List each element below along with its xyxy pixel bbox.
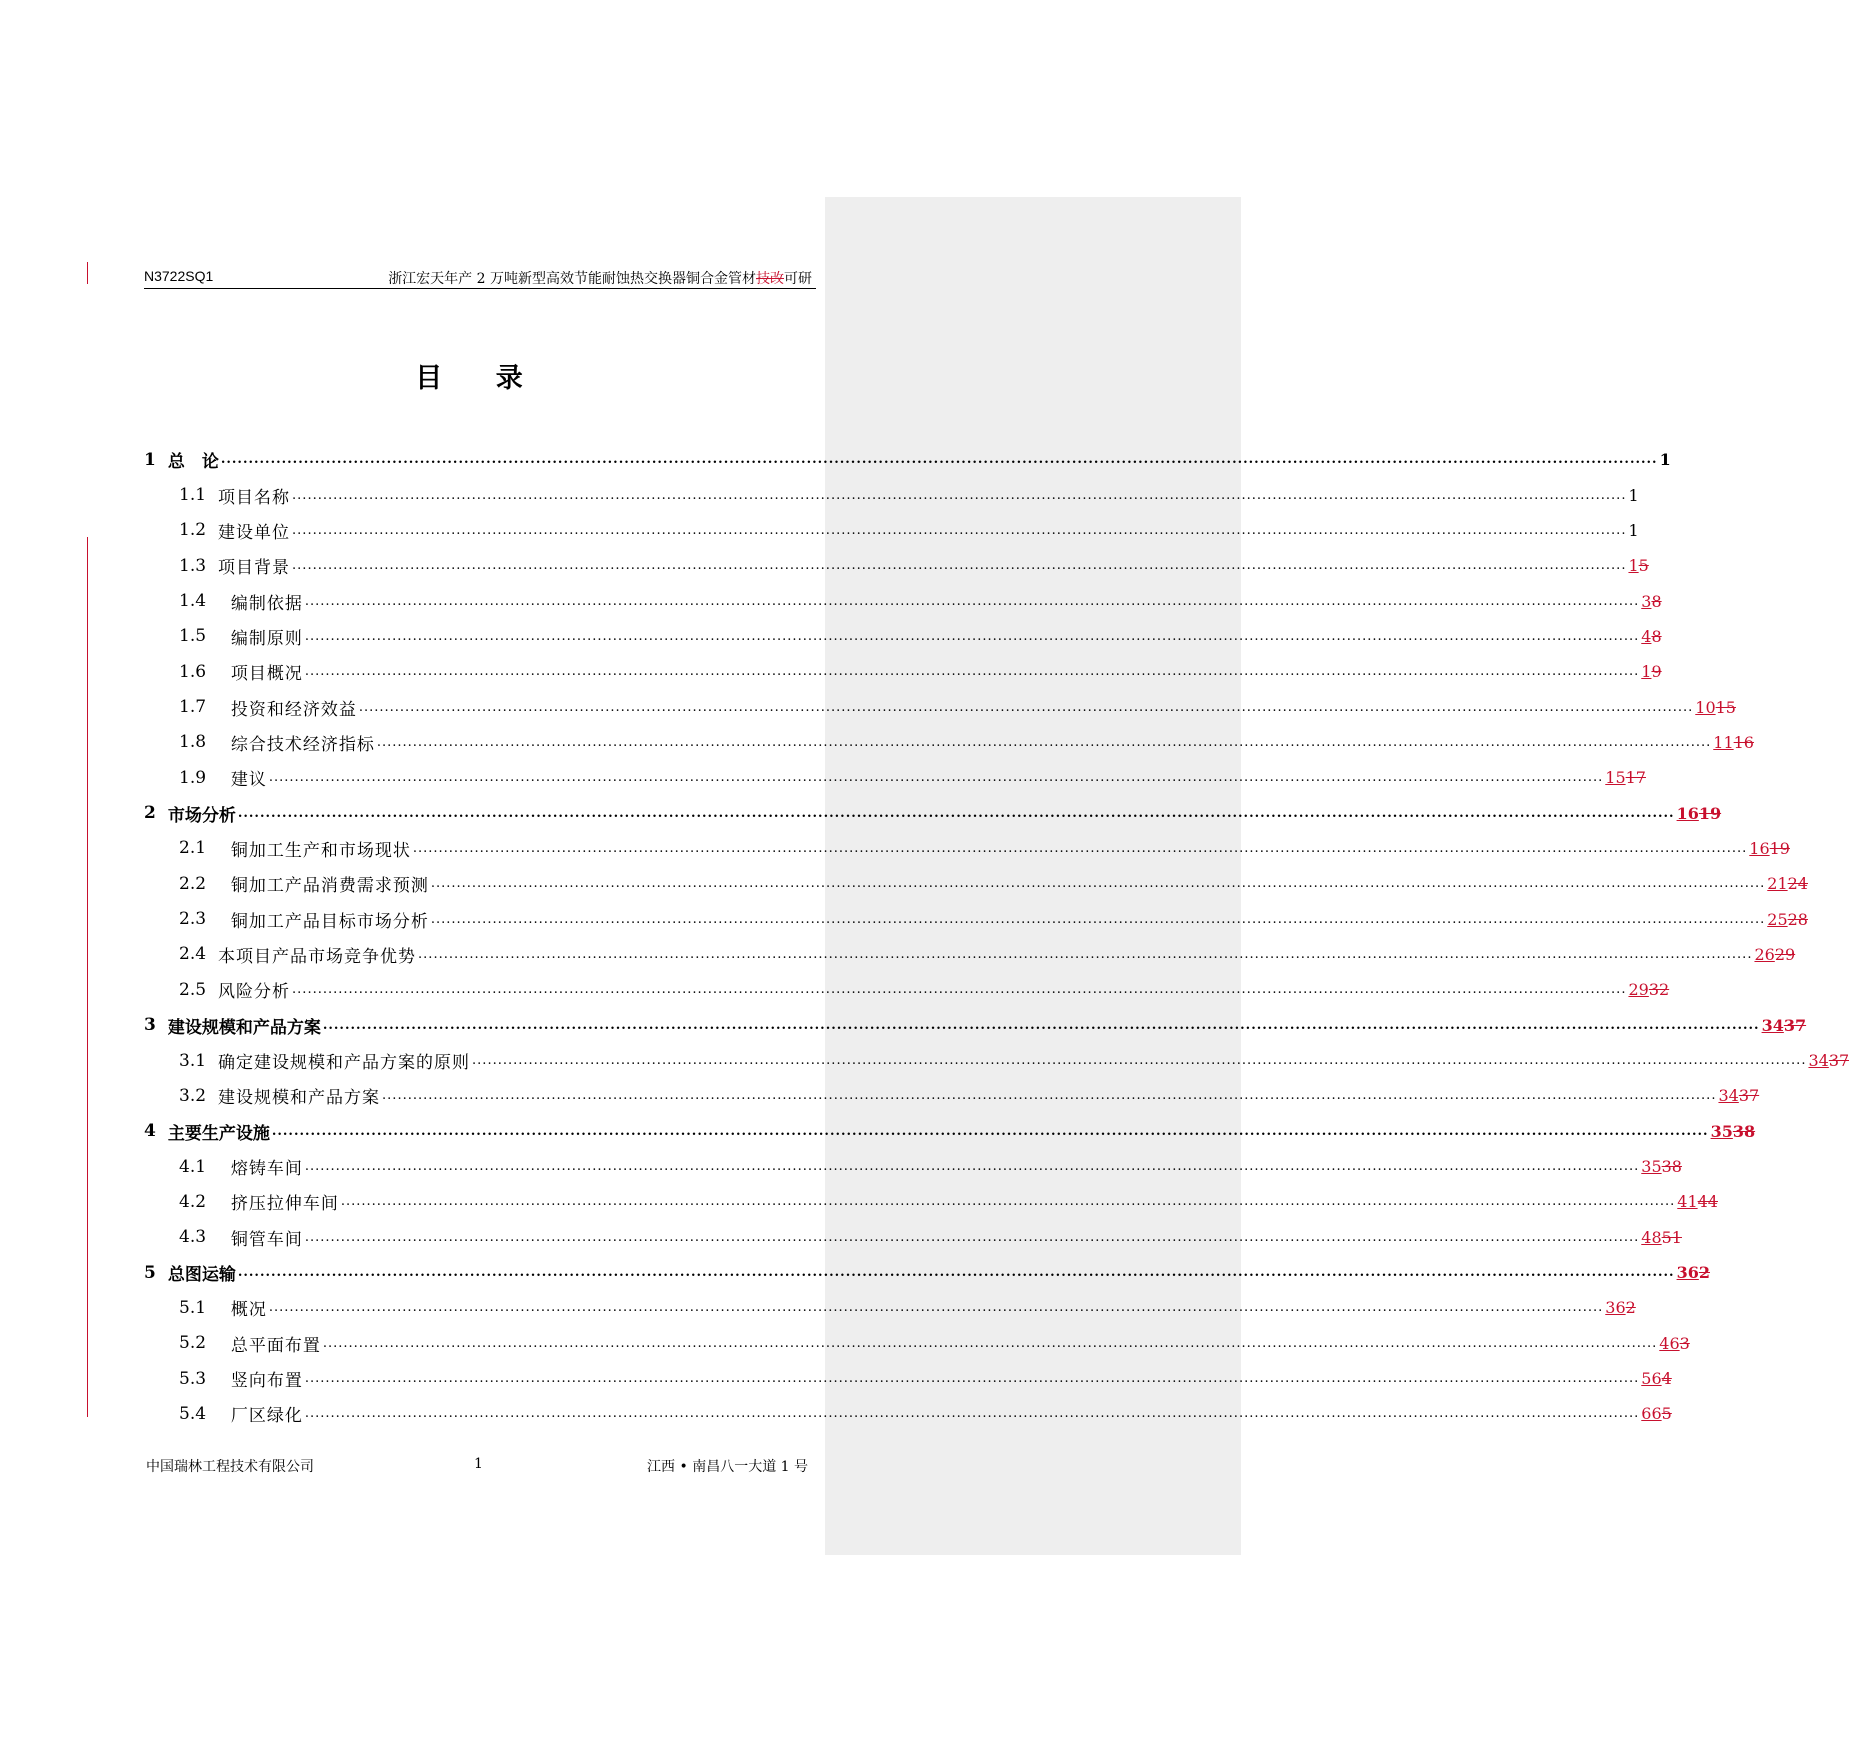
toc-page-deleted: 4 — [1661, 1369, 1672, 1389]
toc-page-deleted: 51 — [1661, 1227, 1682, 1247]
toc-section[interactable] — [144, 477, 1639, 512]
toc-page-deleted: 32 — [1648, 980, 1670, 1000]
toc-leader: .................................................................................................................................................................................................................................................................... — [304, 628, 1640, 644]
toc-page — [1641, 592, 1661, 611]
toc-label: 项目概况 — [218, 664, 303, 685]
toc-leader: .................................................................................................................................................................................................................................................................... — [304, 593, 1640, 609]
toc-page — [1677, 1192, 1718, 1211]
toc-page-deleted: 16 — [1733, 732, 1754, 752]
document-title-main: 浙江宏天年产 2 万吨新型高效节能耐蚀热交换器铜合金管材 — [388, 271, 756, 287]
toc-page — [1767, 874, 1808, 893]
toc-page-number: 1 — [1659, 450, 1671, 470]
toc-page — [1711, 1122, 1756, 1141]
toc-chapter[interactable] — [144, 1255, 1710, 1290]
toc-page-deleted: 38 — [1661, 1157, 1682, 1177]
toc-section[interactable] — [144, 901, 1808, 936]
toc-page-number: 1 — [1628, 520, 1639, 540]
toc-page — [1628, 521, 1638, 540]
toc-page-deleted: 17 — [1625, 768, 1646, 788]
toc-page-inserted: 4 — [1641, 626, 1652, 646]
toc-section[interactable] — [144, 548, 1649, 583]
toc-page-deleted: 28 — [1787, 909, 1808, 929]
toc-label: 总平面布置 — [218, 1335, 321, 1356]
document-title-deleted: 技改 — [756, 271, 784, 287]
toc-section[interactable] — [144, 1220, 1682, 1255]
toc-page-deleted: 2 — [1698, 1263, 1710, 1283]
toc-page-inserted: 36 — [1676, 1263, 1699, 1283]
toc-page-inserted: 16 — [1749, 838, 1770, 858]
toc-page-deleted: 44 — [1697, 1192, 1718, 1212]
toc-number: 4.2 — [179, 1191, 207, 1212]
toc-leader: .................................................................................................................................................................................................................................................................... — [304, 664, 1640, 680]
page-header — [144, 266, 816, 289]
toc-label: 竖向布置 — [218, 1371, 303, 1392]
toc-section[interactable] — [144, 1326, 1690, 1361]
toc-page — [1628, 556, 1648, 575]
toc-section[interactable] — [144, 1149, 1682, 1184]
toc-page — [1808, 1051, 1849, 1070]
toc-section[interactable] — [144, 866, 1808, 901]
toc-label: 综合技术经济指标 — [218, 734, 375, 755]
toc-leader: .................................................................................................................................................................................................................................................................... — [412, 840, 1748, 856]
toc-page — [1749, 839, 1790, 858]
toc-page — [1659, 1334, 1690, 1353]
toc-page-deleted: 3 — [1679, 1333, 1690, 1353]
toc-number: 5 — [144, 1262, 156, 1283]
toc-label: 熔铸车间 — [218, 1159, 303, 1180]
toc-page-deleted: 37 — [1828, 1051, 1849, 1071]
toc-number: 1.5 — [179, 626, 207, 647]
toc-leader: .................................................................................................................................................................................................................................................................... — [322, 1017, 1760, 1033]
toc-section[interactable] — [144, 760, 1646, 795]
toc-leader: .................................................................................................................................................................................................................................................................... — [472, 1053, 1807, 1069]
toc-number: 1 — [144, 449, 156, 470]
toc-number: 1.7 — [179, 697, 207, 718]
toc-section[interactable] — [144, 937, 1796, 972]
toc-page-inserted: 1 — [1641, 662, 1652, 682]
toc-label: 项目背景 — [218, 558, 291, 579]
toc-leader: .................................................................................................................................................................................................................................................................... — [358, 699, 1694, 715]
toc-page-inserted: 26 — [1754, 944, 1775, 964]
toc-page — [1641, 662, 1661, 681]
toc-page-deleted: 38 — [1732, 1121, 1756, 1141]
toc-page — [1660, 450, 1671, 469]
toc-leader: .................................................................................................................................................................................................................................................................... — [237, 1265, 1675, 1281]
toc-section[interactable] — [144, 1396, 1672, 1431]
toc-number: 3.2 — [179, 1085, 207, 1106]
toc-page-deleted: 19 — [1698, 803, 1722, 823]
toc-page — [1641, 627, 1661, 646]
toc-page-inserted: 34 — [1808, 1051, 1829, 1071]
toc-page — [1713, 733, 1754, 752]
document-code: N3722SQ1 — [144, 268, 214, 284]
toc-page — [1762, 1016, 1807, 1035]
toc-page — [1605, 768, 1646, 787]
toc-label: 编制原则 — [218, 628, 303, 649]
toc-page-deleted: 5 — [1661, 1404, 1672, 1424]
toc-page — [1754, 945, 1795, 964]
toc-page — [1641, 1228, 1682, 1247]
change-bar-header — [87, 262, 88, 284]
toc-page-inserted: 34 — [1761, 1015, 1784, 1035]
toc-chapter[interactable] — [144, 1008, 1807, 1043]
toc-chapter[interactable] — [144, 795, 1722, 830]
toc-label: 厂区绿化 — [218, 1406, 303, 1427]
toc-label: 总图运输 — [167, 1265, 236, 1286]
toc-page-inserted: 15 — [1605, 768, 1626, 788]
toc-leader: .................................................................................................................................................................................................................................................................... — [430, 876, 1766, 892]
toc-page-deleted: 19 — [1769, 838, 1790, 858]
toc-page-inserted: 36 — [1605, 1298, 1626, 1318]
toc-page — [1641, 1369, 1672, 1388]
toc-number: 5.3 — [179, 1368, 207, 1389]
toc-number: 2.4 — [179, 944, 207, 965]
toc-page — [1628, 486, 1638, 505]
toc-label: 项目名称 — [218, 487, 291, 508]
toc-number: 5.1 — [179, 1297, 207, 1318]
table-of-contents — [144, 442, 1849, 1432]
toc-number: 2 — [144, 803, 156, 824]
toc-chapter[interactable] — [144, 1114, 1756, 1149]
toc-label: 市场分析 — [167, 805, 236, 826]
toc-leader: .................................................................................................................................................................................................................................................................... — [340, 1194, 1676, 1210]
toc-section[interactable] — [144, 1078, 1760, 1113]
toc-label: 建议 — [218, 770, 267, 791]
toc-leader: .................................................................................................................................................................................................................................................................... — [322, 1335, 1658, 1351]
toc-leader: .................................................................................................................................................................................................................................................................... — [382, 1088, 1717, 1104]
toc-number: 2.3 — [179, 909, 207, 930]
toc-page-inserted: 16 — [1676, 803, 1699, 823]
toc-page — [1718, 1086, 1759, 1105]
toc-section[interactable] — [144, 513, 1639, 548]
toc-leader: .................................................................................................................................................................................................................................................................... — [292, 487, 1627, 503]
toc-leader: .................................................................................................................................................................................................................................................................... — [292, 522, 1627, 538]
toc-section[interactable] — [144, 725, 1754, 760]
toc-page-deleted: 5 — [1638, 556, 1649, 576]
toc-leader: .................................................................................................................................................................................................................................................................... — [418, 946, 1753, 962]
toc-number: 1.4 — [179, 591, 207, 612]
toc-number: 3 — [144, 1015, 156, 1036]
toc-page-deleted: 15 — [1715, 697, 1736, 717]
toc-section[interactable] — [144, 1290, 1636, 1325]
toc-page-deleted: 8 — [1651, 591, 1662, 611]
toc-label: 编制依据 — [218, 593, 303, 614]
toc-number: 4.1 — [179, 1156, 207, 1177]
toc-leader: .................................................................................................................................................................................................................................................................... — [268, 770, 1604, 786]
toc-page-inserted: 48 — [1641, 1227, 1662, 1247]
toc-page — [1641, 1404, 1672, 1423]
toc-page — [1677, 804, 1722, 823]
toc-number: 5.2 — [179, 1333, 207, 1354]
toc-page-deleted: 37 — [1783, 1015, 1807, 1035]
toc-number: 1.8 — [179, 732, 207, 753]
toc-page-inserted: 21 — [1767, 874, 1788, 894]
toc-page-deleted: 24 — [1787, 874, 1808, 894]
toc-label: 建设规模和产品方案 — [218, 1088, 381, 1109]
footer-page-number: 1 — [474, 1456, 483, 1472]
toc-leader: .................................................................................................................................................................................................................................................................... — [430, 911, 1766, 927]
toc-label: 风险分析 — [218, 982, 291, 1003]
toc-label: 本项目产品市场竞争优势 — [218, 946, 417, 967]
toc-label: 建设单位 — [218, 522, 291, 543]
toc-label: 总 论 — [167, 452, 219, 473]
toc-page — [1695, 698, 1736, 717]
toc-page-inserted: 41 — [1677, 1192, 1698, 1212]
toc-number: 1.9 — [179, 767, 207, 788]
toc-leader: .................................................................................................................................................................................................................................................................... — [304, 1406, 1640, 1422]
toc-number: 2.1 — [179, 838, 207, 859]
toc-label: 建设规模和产品方案 — [167, 1017, 321, 1038]
toc-leader: .................................................................................................................................................................................................................................................................... — [292, 982, 1627, 998]
toc-leader: .................................................................................................................................................................................................................................................................... — [304, 1371, 1640, 1387]
toc-title: 目 录 — [415, 363, 545, 394]
toc-page-deleted: 9 — [1651, 662, 1662, 682]
toc-label: 概况 — [218, 1300, 267, 1321]
toc-section[interactable] — [144, 831, 1790, 866]
toc-label: 确定建设规模和产品方案的原则 — [218, 1053, 471, 1074]
toc-label: 主要生产设施 — [167, 1123, 270, 1144]
toc-label: 铜加工产品目标市场分析 — [218, 911, 429, 932]
toc-label: 铜加工生产和市场现状 — [218, 840, 411, 861]
change-bar-toc — [87, 537, 88, 1417]
toc-section[interactable] — [144, 1043, 1849, 1078]
toc-leader: .................................................................................................................................................................................................................................................................... — [292, 558, 1627, 574]
toc-section[interactable] — [144, 619, 1662, 654]
toc-page-inserted: 3 — [1641, 591, 1652, 611]
toc-leader: .................................................................................................................................................................................................................................................................... — [268, 1300, 1604, 1316]
toc-page-inserted: 25 — [1767, 909, 1788, 929]
toc-number: 2.5 — [179, 979, 207, 1000]
document-title-suffix: 可研 — [784, 271, 812, 287]
toc-page — [1641, 1157, 1682, 1176]
toc-leader: .................................................................................................................................................................................................................................................................... — [271, 1123, 1709, 1139]
toc-number: 3.1 — [179, 1050, 207, 1071]
footer-company: 中国瑞林工程技术有限公司 — [146, 1459, 314, 1475]
toc-leader: .................................................................................................................................................................................................................................................................... — [304, 1159, 1640, 1175]
toc-page-inserted: 46 — [1659, 1333, 1680, 1353]
toc-number: 1.3 — [179, 555, 207, 576]
toc-page-inserted: 29 — [1628, 980, 1649, 1000]
toc-section[interactable] — [144, 1184, 1718, 1219]
toc-number: 1.6 — [179, 661, 207, 682]
toc-page-inserted: 1 — [1628, 556, 1639, 576]
toc-section[interactable] — [144, 583, 1662, 618]
toc-number: 4 — [144, 1121, 156, 1142]
toc-section[interactable] — [144, 972, 1670, 1007]
toc-page-inserted: 34 — [1718, 1086, 1739, 1106]
toc-page-inserted: 56 — [1641, 1369, 1662, 1389]
document-title — [388, 268, 812, 288]
toc-page-deleted: 37 — [1738, 1086, 1760, 1106]
toc-number: 1.1 — [179, 485, 207, 506]
toc-number: 1.2 — [179, 520, 207, 541]
toc-page-inserted: 66 — [1641, 1404, 1662, 1424]
toc-chapter[interactable] — [144, 442, 1671, 477]
toc-leader: .................................................................................................................................................................................................................................................................... — [376, 734, 1712, 750]
toc-page-inserted: 11 — [1713, 732, 1734, 752]
toc-section[interactable] — [144, 689, 1736, 724]
toc-page-inserted: 35 — [1710, 1121, 1733, 1141]
toc-number: 4.3 — [179, 1227, 207, 1248]
toc-page-inserted: 35 — [1641, 1157, 1662, 1177]
toc-page-deleted: 2 — [1625, 1298, 1636, 1318]
toc-page-deleted: 29 — [1774, 944, 1796, 964]
toc-page-number: 1 — [1628, 485, 1639, 505]
toc-page-deleted: 8 — [1651, 626, 1662, 646]
toc-section[interactable] — [144, 654, 1662, 689]
toc-label: 挤压拉伸车间 — [218, 1194, 339, 1215]
toc-leader: .................................................................................................................................................................................................................................................................... — [304, 1229, 1640, 1245]
toc-section[interactable] — [144, 1361, 1672, 1396]
toc-label: 铜加工产品消费需求预测 — [218, 876, 429, 897]
toc-label: 铜管车间 — [218, 1229, 303, 1250]
toc-page — [1767, 910, 1808, 929]
toc-number: 5.4 — [179, 1403, 207, 1424]
toc-leader: .................................................................................................................................................................................................................................................................... — [237, 805, 1675, 821]
toc-page — [1677, 1263, 1710, 1282]
toc-page-inserted: 10 — [1695, 697, 1716, 717]
toc-leader: .................................................................................................................................................................................................................................................................... — [220, 452, 1658, 468]
footer-address: 江西 • 南昌八一大道 1 号 — [647, 1459, 808, 1475]
toc-label: 投资和经济效益 — [218, 699, 357, 720]
toc-page — [1628, 980, 1669, 999]
toc-page — [1605, 1298, 1636, 1317]
toc-number: 2.2 — [179, 873, 207, 894]
